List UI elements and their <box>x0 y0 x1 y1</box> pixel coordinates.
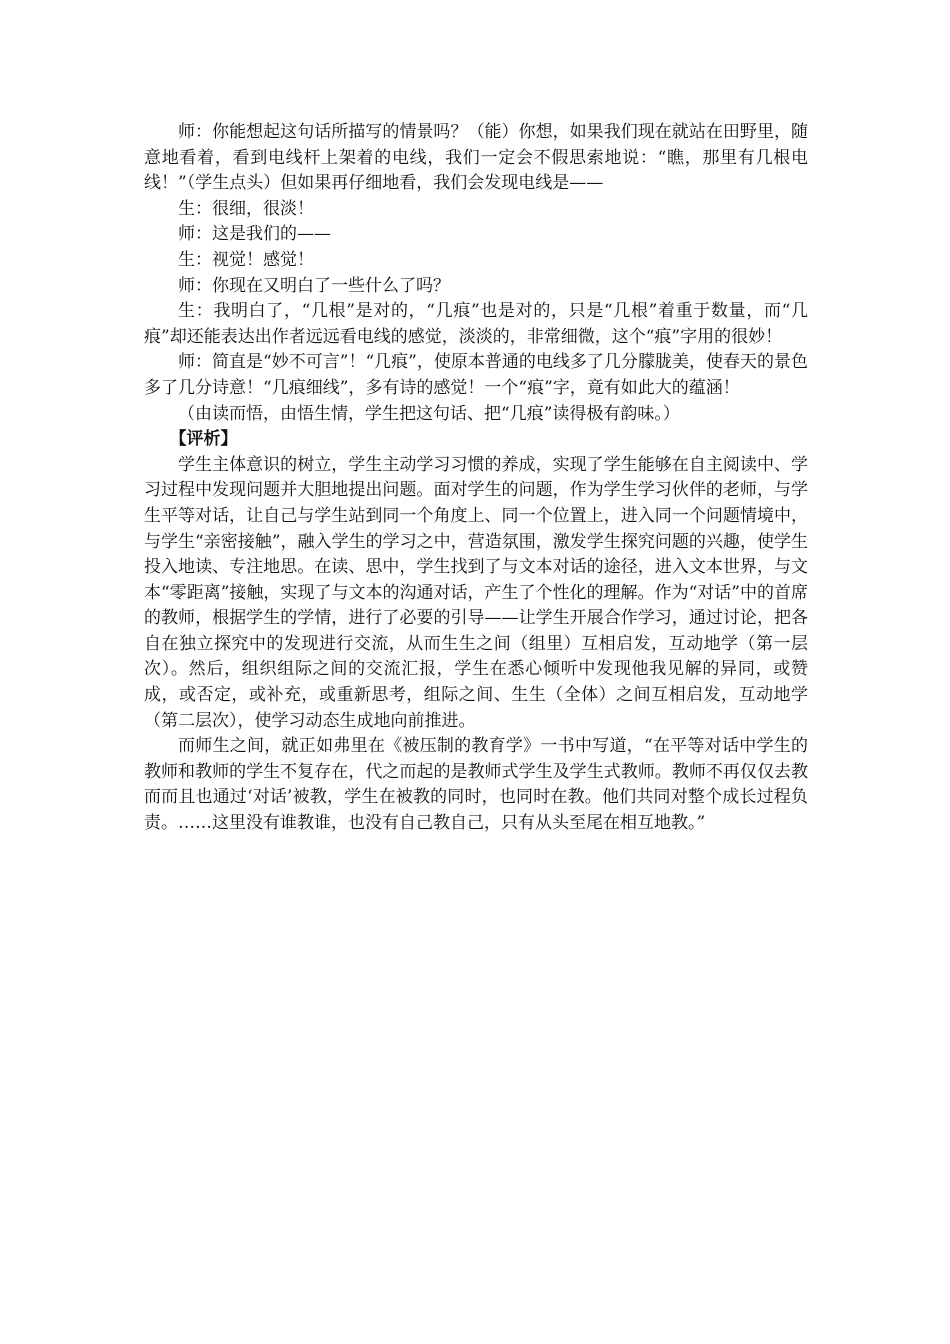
analysis-paragraph: 学生主体意识的树立，学生主动学习习惯的养成，实现了学生能够在自主阅读中、学习过程中发现问题并大胆地提出问题。面对学生的问题，作为学生学习伙伴的老师，与学生平等对话，让自己与学生站到同一个角度上、同一个位置上，进入同一个问题情境中，与学生“亲密接触”，融入学生的学习之中，营造氛围，激发学生探究问题的兴趣，使学生投入地读、专注地思。在读、思中，学生找到了与文本对话的途径，进入文本世界，与文本“零距离”接触，实现了与文本的沟通对话，产生了个性化的理解。作为“对话”中的首席的教师，根据学生的学情，进行了必要的引导——让学生开展合作学习，通过讨论，把各自在独立探究中的发现进行交流，从而生生之间（组里）互相启发，互动地学（第一层次）。然后，组织组际之间的交流汇报，学生在悉心倾听中发现他我见解的异同，或赞成，或否定，或补充，或重新思考，组际之间、生生（全体）之间互相启发，互动地学（第二层次），使学习动态生成地向前推进。 <box>144 454 808 731</box>
dialogue-paragraph: 师：这是我们的—— <box>178 224 331 245</box>
dialogue-paragraph: 生：我明白了，“几根”是对的，“几痕”也是对的，只是“几根”着重于数量，而“几痕”却还能表达出作者远远看电线的感觉，淡淡的，非常细微，这个“痕”字用的很妙！ <box>144 301 808 347</box>
stage-note-paragraph: （由读而悟，由悟生情，学生把这句话、把“几痕”读得极有韵味。） <box>178 403 680 424</box>
document-body <box>144 120 808 837</box>
dialogue-paragraph: 师：简直是“妙不可言”！“几痕”，使原本普通的电线多了几分朦胧美，使春天的景色多了几分诗意！“几痕细线”，多有诗的感觉！一个“痕”字，竟有如此大的蕴涵！ <box>144 352 808 398</box>
dialogue-paragraph: 生：很细，很淡！ <box>178 198 314 219</box>
dialogue-paragraph: 师：你现在又明白了一些什么了吗？ <box>178 275 450 296</box>
section-heading: 【评析】 <box>169 429 238 450</box>
dialogue-paragraph: 生：视觉！感觉！ <box>178 249 314 270</box>
analysis-paragraph: 而师生之间，就正如弗里在《被压制的教育学》一书中写道，“在平等对话中学生的教师和教师的学生不复存在，代之而起的是教师式学生及学生式教师。教师不再仅仅去教而而且也通过‘对话’被教，学生在被教的同时，也同时在教。他们共同对整个成长过程负责。……这里没有谁教谁，也没有自己教自己，只有从头至尾在相互地教。” <box>144 736 808 834</box>
dialogue-paragraph: 师：你能想起这句话所描写的情景吗？（能）你想，如果我们现在就站在田野里，随意地看着，看到电线杆上架着的电线，我们一定会不假思索地说：“瞧，那里有几根电线！”（学生点头）但如果再仔细地看，我们会发现电线是—— <box>144 122 808 194</box>
